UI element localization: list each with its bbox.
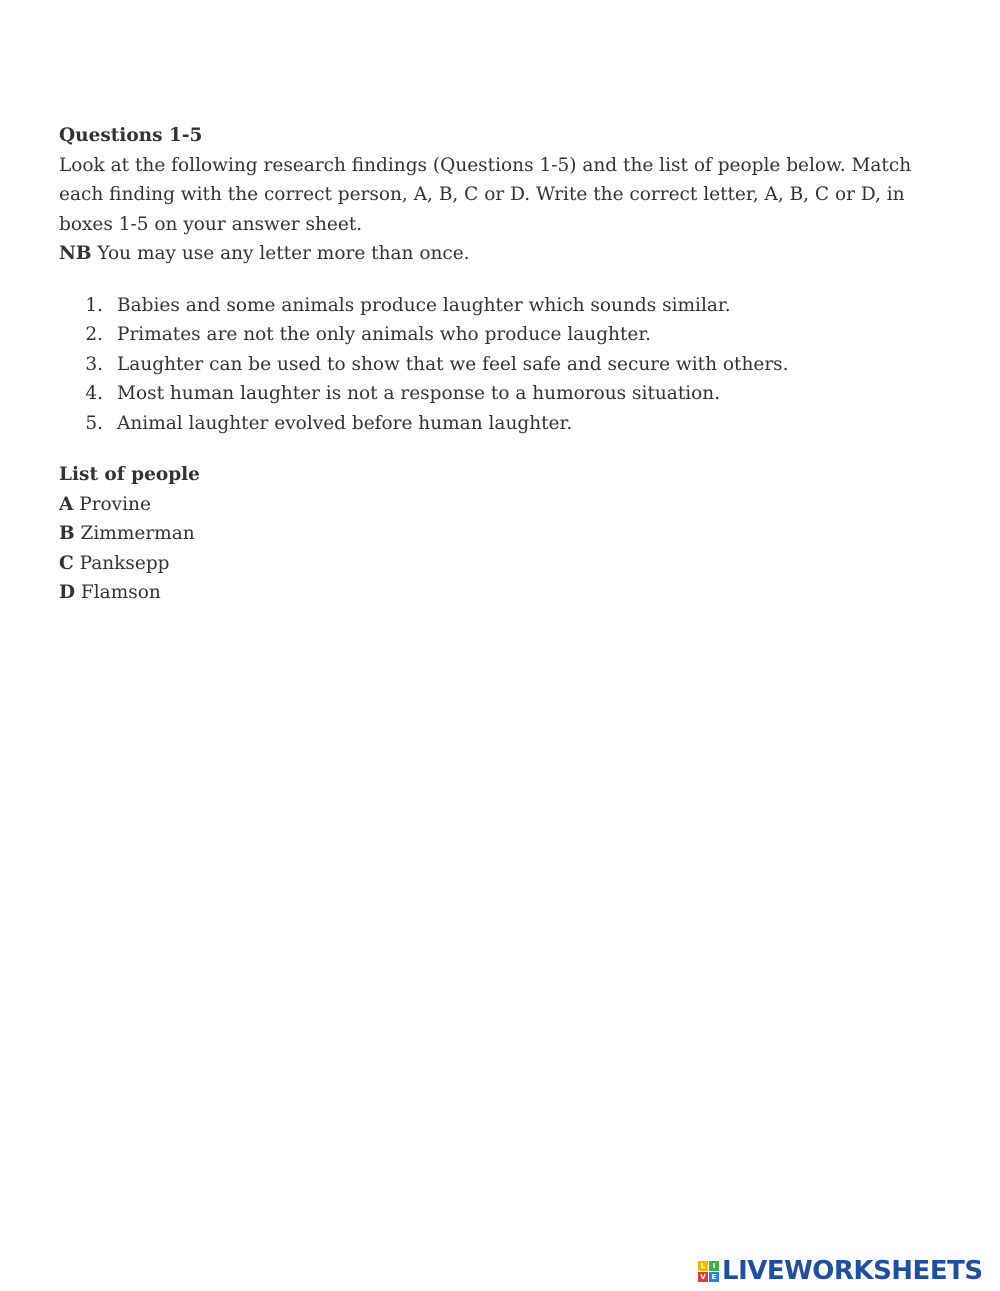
finding-text: Animal laughter evolved before human laughter. [117, 412, 573, 434]
person-letter: C [59, 552, 74, 574]
finding-text: Babies and some animals produce laughter which sounds similar. [117, 294, 731, 316]
worksheet-content [59, 121, 949, 608]
person-name: Zimmerman [74, 523, 195, 544]
nb-text: You may use any letter more than once. [91, 243, 470, 264]
list-item [59, 291, 949, 321]
list-item [59, 350, 949, 380]
instructions-text: Look at the following research findings (Questions 1-5) and the list of people below. Match each finding with the correct person, A, B, C or D. Write the correct letter, A, B, C or D, in boxes 1-5 on your answer sheet. [59, 154, 912, 235]
finding-number: 5. [85, 412, 103, 434]
logo-grid-icon [698, 1261, 719, 1282]
person-item [59, 519, 949, 549]
logo-grid-cell: V [698, 1272, 708, 1282]
person-item [59, 578, 949, 608]
person-item [59, 549, 949, 579]
finding-number: 4. [85, 383, 103, 404]
person-item [59, 490, 949, 520]
finding-text: Primates are not the only animals who produce laughter. [117, 324, 652, 345]
people-heading: List of people [59, 464, 200, 485]
person-letter: D [59, 582, 76, 603]
finding-number: 2. [85, 324, 103, 345]
finding-number: 3. [85, 353, 103, 375]
nb-label: NB [59, 243, 92, 264]
nb-note [59, 239, 949, 269]
list-item [59, 409, 949, 439]
person-letter: B [59, 523, 75, 544]
person-letter: A [59, 493, 74, 515]
questions-heading: Questions 1-5 [59, 125, 203, 146]
finding-text: Laughter can be used to show that we feel safe and secure with others. [117, 353, 789, 375]
logo-grid-cell: I [709, 1261, 719, 1271]
finding-number: 1. [85, 294, 103, 316]
person-name: Panksepp [73, 552, 170, 574]
person-name: Provine [73, 493, 151, 515]
logo-grid-cell: E [709, 1272, 719, 1282]
person-name: Flamson [75, 582, 161, 603]
list-item [59, 379, 949, 409]
logo-text: LIVEWORKSHEETS [722, 1256, 983, 1286]
finding-text: Most human laughter is not a response to a humorous situation. [117, 383, 721, 404]
liveworksheets-logo [698, 1256, 983, 1286]
logo-grid-cell: L [698, 1261, 708, 1271]
list-item [59, 320, 949, 350]
findings-list [59, 291, 949, 439]
